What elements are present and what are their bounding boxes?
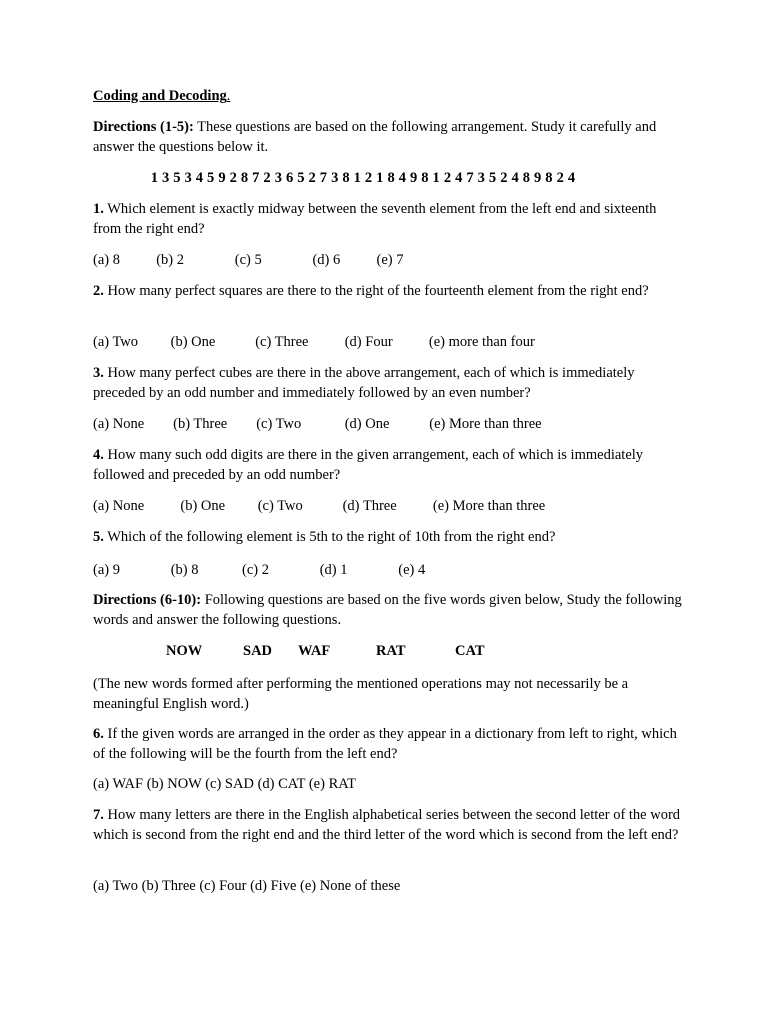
question-7 [93,806,683,845]
directions-label: Directions (1-5): [93,119,194,135]
question-5 [93,528,683,548]
question-6 [93,725,683,764]
question-6-options: (a) WAF (b) NOW (c) SAD (d) CAT (e) RAT [93,776,356,792]
question-3 [93,364,683,403]
question-text: If the given words are arranged in the order as they appear in a dictionary from left to right, which of the following will be the fourth from the left end? [93,726,677,762]
word-item: RAT [376,643,406,659]
question-number: 2. [93,283,104,299]
question-1 [93,200,683,239]
title-suffix: . [226,88,231,104]
question-text: Which of the following element is 5th to the right of 10th from the right end? [103,529,556,545]
question-number: 1. [93,201,104,217]
question-4 [93,446,683,485]
directions-1-5 [93,118,683,157]
word-item: NOW [166,643,203,659]
word-item: SAD [243,643,273,659]
page-title [93,87,683,107]
question-2-options: (a) Two (b) One (c) Three (d) Four (e) more than four [93,334,535,350]
directions-text: These questions are based on the following arrangement. Study it carefully and answer the questions below it. [93,119,657,155]
question-number: 4. [93,447,104,463]
word-item: CAT [455,643,485,659]
note-text: (The new words formed after performing the mentioned operations may not necessarily be a meaningful English word.) [93,676,629,712]
question-text: How many perfect squares are there to the right of the fourteenth element from the right end? [103,283,649,299]
word-item: WAF [298,643,331,659]
question-number: 5. [93,529,104,545]
question-5-options: (a) 9 (b) 8 (c) 2 (d) 1 (e) 4 [93,562,426,578]
directions-text: Following questions are based on the five words given below, Study the following words and answer the following questions. [93,592,682,628]
question-2 [93,282,683,302]
directions-label: Directions (6-10): [93,592,202,608]
number-sequence: 1 3 5 3 4 5 9 2 8 7 2 3 6 5 2 7 3 8 1 2 1 8 4 9 8 1 2 4 7 3 5 2 4 8 9 8 2 4 [150,170,576,186]
question-4-options: (a) None (b) One (c) Two (d) Three (e) More than three [93,498,546,514]
question-text: How many perfect cubes are there in the above arrangement, each of which is immediately preceded by an odd number and immediately followed by an even number? [93,365,635,401]
question-text: How many letters are there in the English alphabetical series between the second letter of the word which is second from the right end and the third letter of the word which is second from the left end? [93,807,681,843]
question-text: Which element is exactly midway between the seventh element from the left end and sixteenth from the right end? [93,201,657,237]
question-number: 3. [93,365,104,381]
question-number: 7. [93,807,104,823]
question-7-options: (a) Two (b) Three (c) Four (d) Five (e) None of these [93,878,401,894]
directions-6-10 [93,591,683,630]
question-text: How many such odd digits are there in the given arrangement, each of which is immediately followed and preceded by an odd number? [93,447,644,483]
question-number: 6. [93,726,104,742]
title-text: Coding and Decoding [93,88,227,104]
question-1-options: (a) 8 (b) 2 (c) 5 (d) 6 (e) 7 [93,252,404,268]
question-3-options: (a) None (b) Three (c) Two (d) One (e) More than three [93,416,542,432]
